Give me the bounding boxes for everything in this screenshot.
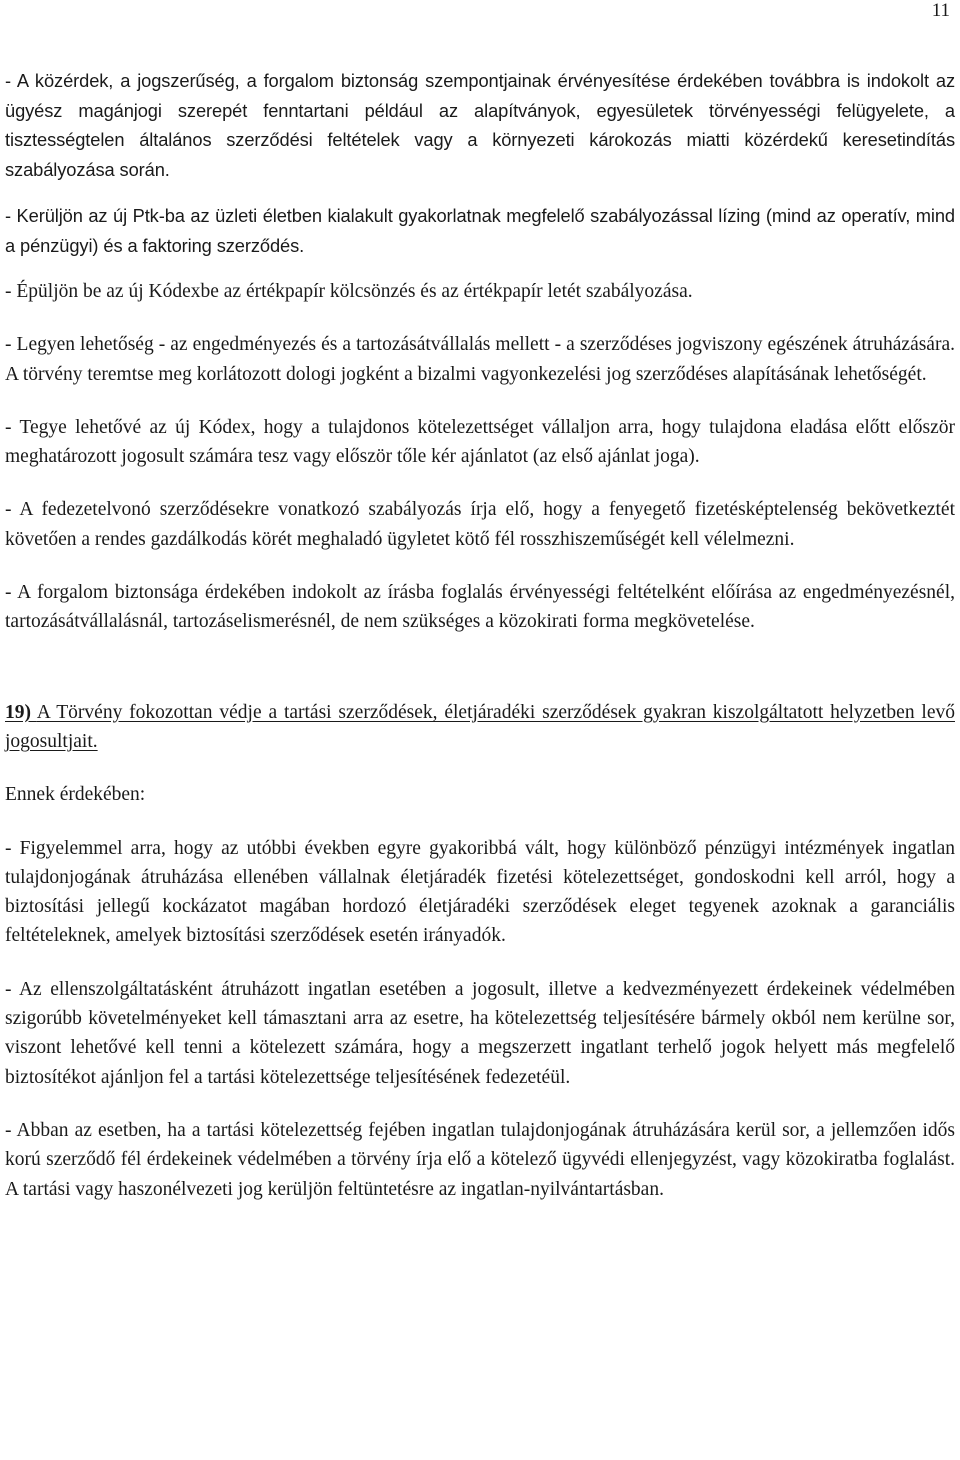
page-number: 11 bbox=[931, 0, 950, 21]
paragraph-leasing-factoring: - Kerüljön az új Ptk-ba az üzleti életben kialakult gyakorlatnak megfelelő szabályozással lízing (mind az operatív, mind a pénzügyi) és a faktoring szerződés. bbox=[5, 205, 955, 256]
document-body bbox=[5, 66, 955, 1204]
paragraph-securities-lending: - Épüljön be az új Kódexbe az értékpapír kölcsönzés és az értékpapír letét szabályozása. bbox=[5, 281, 693, 302]
paragraph-written-form: - A forgalom biztonsága érdekében indokolt az írásba foglalás érvényességi feltételként előírása az engedményezésnél, tartozásátvállalásnál, tartozáselismerésnél, de nem szükséges a közokirati forma megkövetelése. bbox=[5, 582, 955, 633]
paragraph-public-interest: - A közérdek, a jogszerűség, a forgalom biztonság szempontjainak érvényesítése érdekében továbbra is indokolt az ügyész magánjogi szerepét fenntartani például az alapítványok, egyesületek törvényességi felügyelete, a tisztességtelen általános szerződési feltételek vagy a környezeti károkozás miatti közérdekű keresetindítás szabályozása során. bbox=[5, 70, 955, 180]
paragraph-maintenance-contract: - Abban az esetben, ha a tartási kötelezettség fejében ingatlan tulajdonjogának átruházására kerül sor, a jellemzően idős korú szerződő fél érdekeinek védelmében a törvény írja elő a kötelező ügyvédi ellenjegyzést, vagy közokiratba foglalást. A tartási vagy haszonélvezeti jog kerüljön feltüntetésre az ingatlan-nyilvántartásban. bbox=[5, 1119, 955, 1200]
paragraph-life-annuity: - Figyelemmel arra, hogy az utóbbi években egyre gyakoribbá vált, hogy különböző pénzügyi intézmények ingatlan tulajdonjogának átruházása ellenében vállalnak életjáradék fizetési kötelezettséget, gondoskodni kell arról, hogy a biztosítási jellegű kockázatot magában hordozó életjáradéki szerződések eleget tegyenek azoknak a garanciális feltételeknek, amelyek biztosítási szerződések esetén irányadók. bbox=[5, 837, 955, 947]
paragraph-property-consideration: - Az ellenszolgáltatásként átruházott ingatlan esetében a jogosult, illetve a kedvezményezett érdekeinek védelmében szigorúbb követelményeket kell támasztani arra az esetre, ha kötelezettség teljesítésére bármely okból nem kerülne sor, viszont lehetővé kell tenni a kötelezett számára, hogy a megszerzett ingatlant terhelő jogok helyett más megfelelő biztosítékot ajánljon fel a tartási kötelezettsége teljesítésének fedezetéül. bbox=[5, 978, 955, 1088]
paragraph-fraudulent-conveyance: - A fedezetelvonó szerződésekre vonatkozó szabályozás írja elő, hogy a fenyegető fizetésképtelenség bekövetkeztét követően a rendes gazdálkodás körét meghaladó ügyletet kötő fél rosszhiszeműségét kell vélelmezni. bbox=[5, 499, 955, 550]
section-intro: Ennek érdekében: bbox=[5, 784, 146, 806]
section-number: 19) bbox=[5, 701, 31, 723]
paragraph-first-offer-right: - Tegye lehetővé az új Kódex, hogy a tulajdonos kötelezettséget vállaljon arra, hogy tulajdona eladása előtt először meghatározott jogosult számára tesz vagy először tőle kér ajánlatot (az első ajánlat joga). bbox=[5, 416, 955, 468]
section-heading bbox=[5, 698, 955, 757]
section-title: A Törvény fokozottan védje a tartási szerződések, életjáradéki szerződések gyakran kiszolgáltatott helyzetben levő jogosultjait. bbox=[5, 701, 955, 752]
paragraph-contract-transfer: - Legyen lehetőség - az engedményezés és a tartozásátvállalás mellett - a szerződéses jogviszony egészének átruházására. A törvény teremtse meg korlátozott dologi jogként a bizalmi vagyonkezelési jog szerződéses alapításának lehetőségét. bbox=[5, 334, 955, 385]
